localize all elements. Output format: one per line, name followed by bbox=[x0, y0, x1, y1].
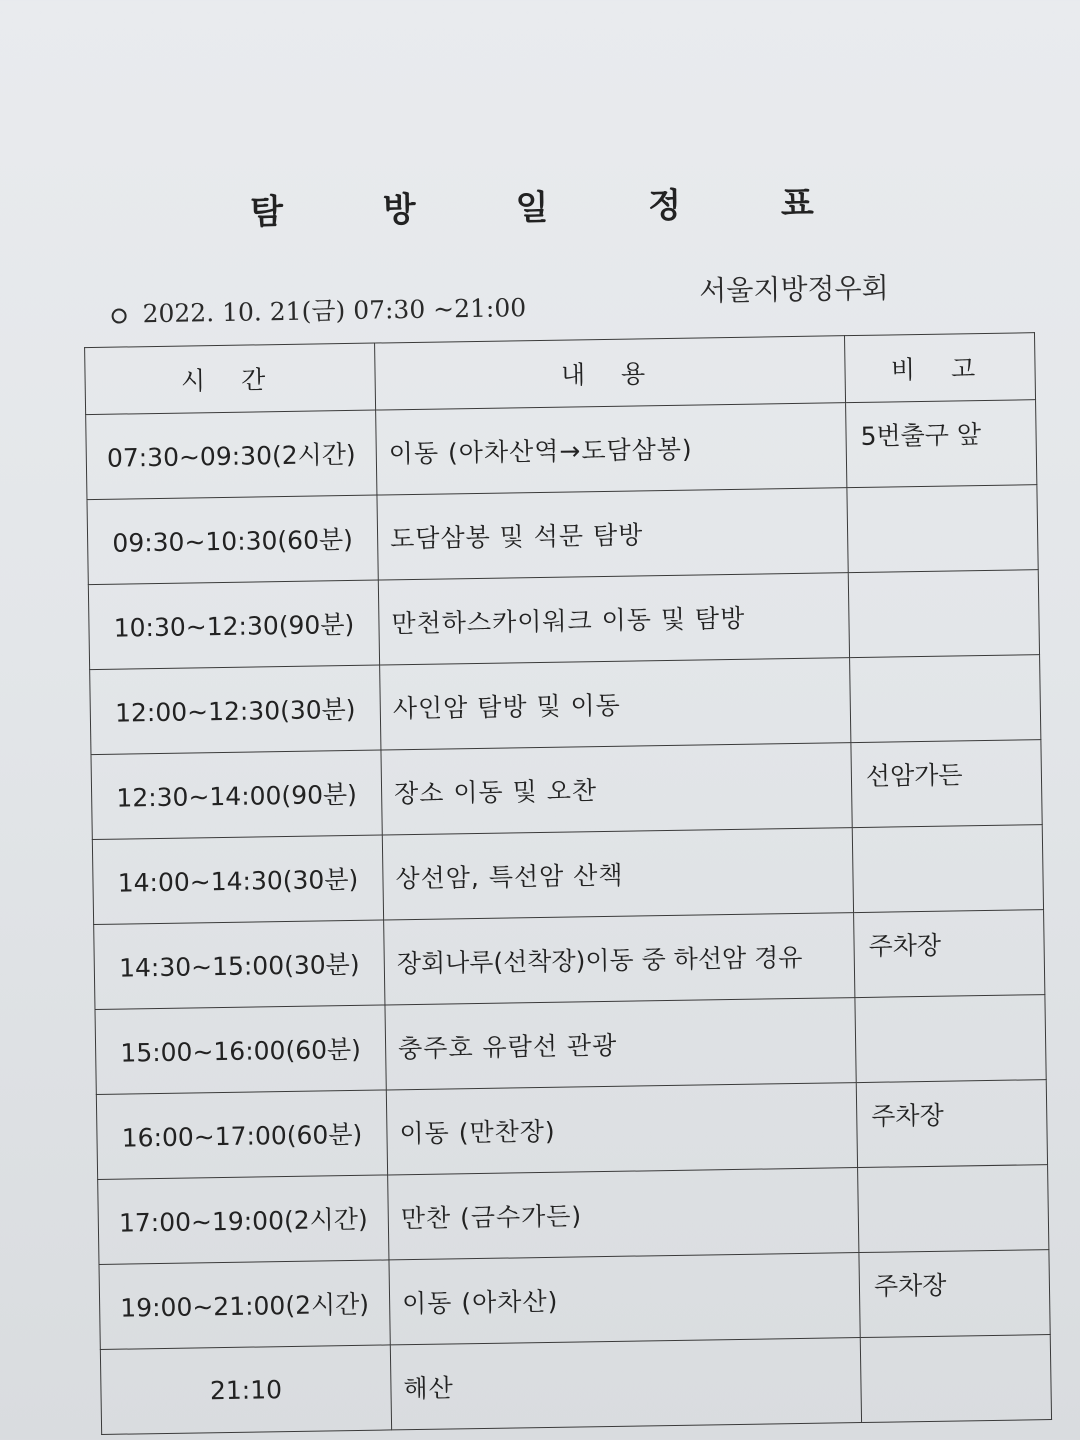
row-content: 이동 (아차산역→도담삼봉) bbox=[376, 403, 847, 495]
table-row bbox=[88, 570, 1039, 670]
row-content: 이동 (아차산) bbox=[389, 1253, 860, 1345]
row-time: 07:30~09:30(2시간) bbox=[86, 410, 377, 500]
row-time: 15:00~16:00(60분) bbox=[95, 1005, 386, 1095]
header-content: 내 용 bbox=[375, 336, 846, 410]
row-note bbox=[852, 825, 1043, 913]
table-row bbox=[90, 655, 1041, 755]
event-date-line bbox=[111, 288, 526, 331]
table-row bbox=[87, 485, 1038, 585]
row-content: 장소 이동 및 오찬 bbox=[381, 743, 852, 835]
organization-name: 서울지방정우회 bbox=[699, 271, 889, 308]
row-time: 16:00~17:00(60분) bbox=[96, 1090, 387, 1180]
table-row bbox=[86, 400, 1037, 500]
row-note bbox=[847, 485, 1038, 573]
row-note bbox=[858, 1165, 1049, 1253]
table-row bbox=[98, 1165, 1049, 1265]
row-content: 충주호 유람선 관광 bbox=[385, 998, 856, 1090]
row-content: 장회나루(선착장)이동 중 하선암 경유 bbox=[384, 913, 855, 1005]
row-time: 17:00~19:00(2시간) bbox=[98, 1175, 389, 1265]
table-row bbox=[100, 1335, 1051, 1435]
row-note: 주차장 bbox=[859, 1250, 1050, 1338]
row-note bbox=[850, 655, 1041, 743]
schedule-table bbox=[84, 332, 1052, 1435]
table-row bbox=[92, 825, 1043, 925]
row-time: 14:00~14:30(30분) bbox=[92, 835, 383, 925]
table-row bbox=[91, 740, 1042, 840]
event-date-text: 2022. 10. 21(금) 07:30 ~21:00 bbox=[142, 293, 527, 329]
document-title: 탐 방 일 정 표 bbox=[249, 182, 859, 233]
row-note: 5번출구 앞 bbox=[846, 400, 1037, 488]
row-content: 사인암 탐방 및 이동 bbox=[380, 658, 851, 750]
header-time: 시 간 bbox=[85, 343, 376, 415]
table-row bbox=[96, 1080, 1047, 1180]
table-row bbox=[99, 1250, 1050, 1350]
row-content: 해산 bbox=[390, 1338, 861, 1430]
row-note bbox=[860, 1335, 1051, 1423]
row-note bbox=[855, 995, 1046, 1083]
row-time: 14:30~15:00(30분) bbox=[94, 920, 385, 1010]
row-time: 10:30~12:30(90분) bbox=[88, 580, 379, 670]
row-content: 상선암, 특선암 산책 bbox=[382, 828, 853, 920]
row-note: 선암가든 bbox=[851, 740, 1042, 828]
circle-bullet-icon bbox=[111, 308, 126, 323]
row-note bbox=[848, 570, 1039, 658]
row-note: 주차장 bbox=[856, 1080, 1047, 1168]
row-note: 주차장 bbox=[854, 910, 1045, 998]
table-row bbox=[95, 995, 1046, 1095]
table-row bbox=[94, 910, 1045, 1010]
row-time: 09:30~10:30(60분) bbox=[87, 495, 378, 585]
row-content: 만천하스카이워크 이동 및 탐방 bbox=[378, 573, 849, 665]
row-content: 이동 (만찬장) bbox=[386, 1083, 857, 1175]
header-note: 비 고 bbox=[845, 333, 1036, 403]
row-time: 19:00~21:00(2시간) bbox=[99, 1260, 390, 1350]
row-content: 도담삼봉 및 석문 탐방 bbox=[377, 488, 848, 580]
row-content: 만찬 (금수가든) bbox=[388, 1168, 859, 1260]
row-time: 12:30~14:00(90분) bbox=[91, 750, 382, 840]
row-time: 21:10 bbox=[100, 1345, 391, 1435]
row-time: 12:00~12:30(30분) bbox=[90, 665, 381, 755]
